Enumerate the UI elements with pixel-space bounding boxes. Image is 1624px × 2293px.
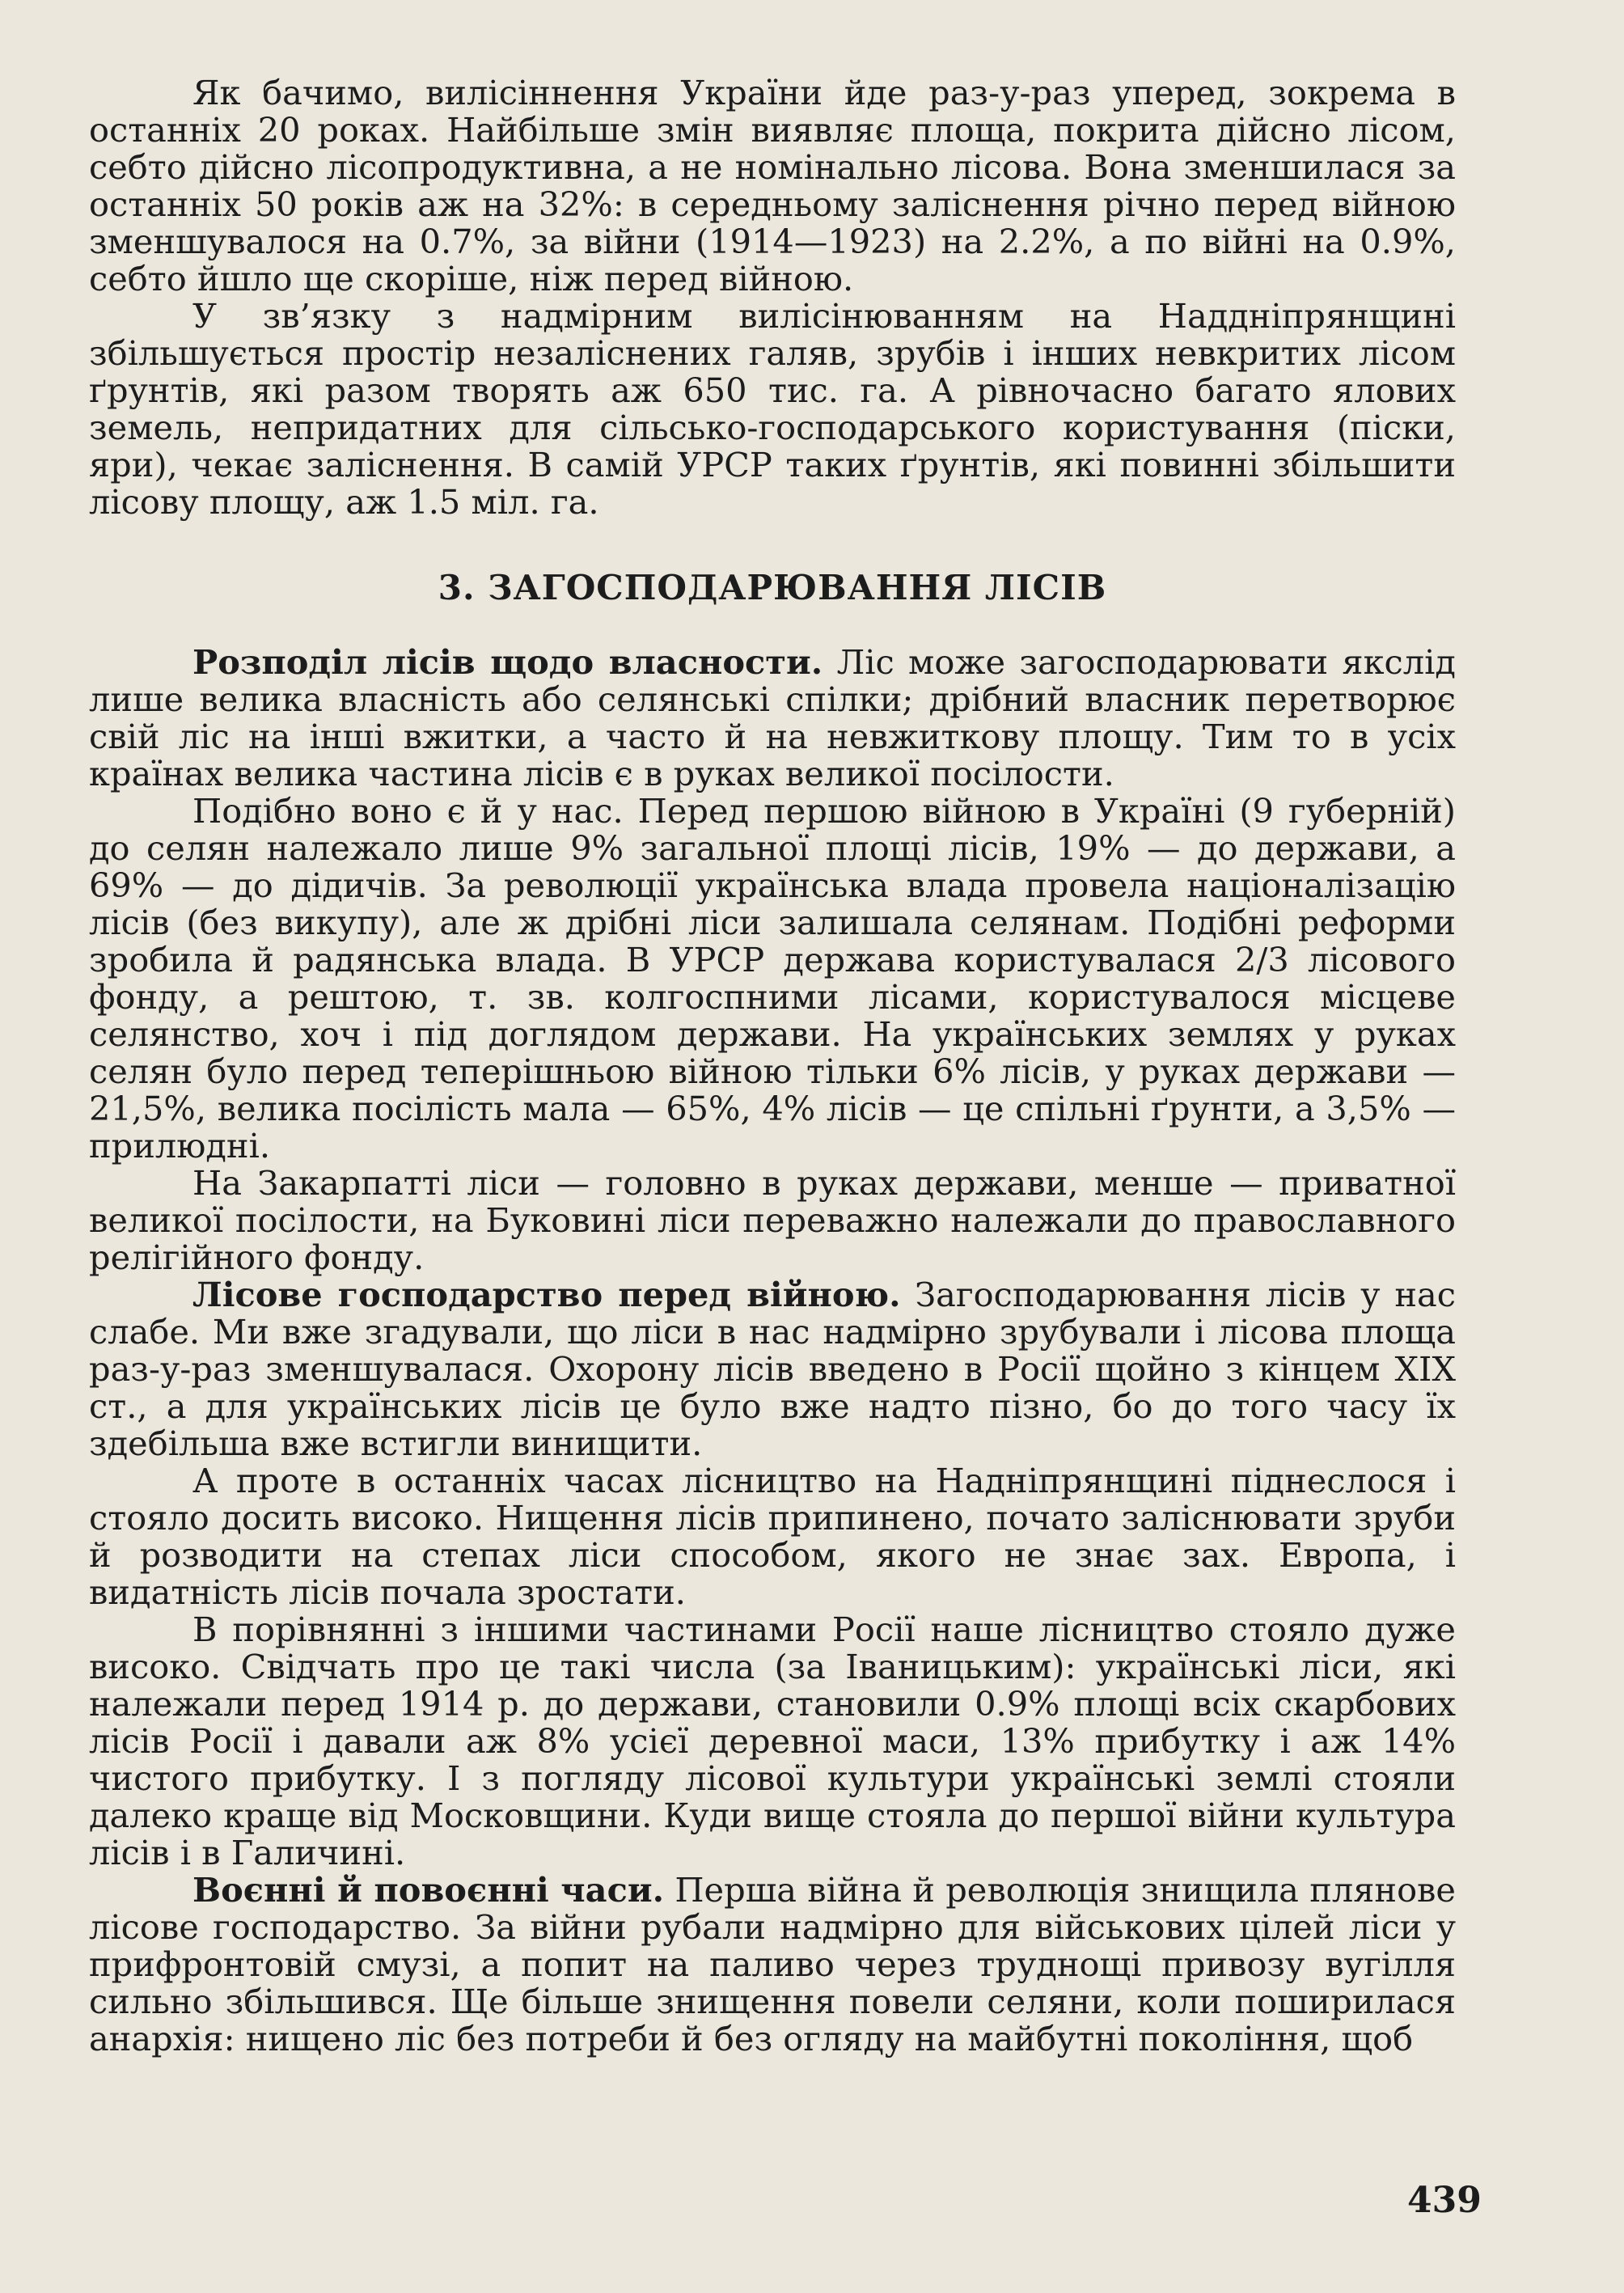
paragraph-reforestation: У зв’язку з надмірним вилісінюванням на Наддніпрянщині збільшується простір незаліснених галяв, зрубів і інших невкритих лісом ґрунтів, які разом творять аж 650 тис. га. А рівночасно багато ялових земель, непридатних для сільсько-господарського користування (піски, яри), чекає заліснення. В самій УРСР таких ґрунтів, які повинні збільшити лісову площу, аж 1.5 міл. га. <box>89 296 1456 522</box>
page-body <box>89 74 1456 2058</box>
paragraph-prewar-title: Лісове господарство перед війною. <box>192 1275 901 1314</box>
paragraph-ownership-shares: Подібно воно є й у нас. Перед першою війною в Україні (9 губерній) до селян належало лише 9% загальної площі лісів, 19% — до держави, а 69% — до дідичів. За революції українська влада провела націоналізацію лісів (без викупу), але ж дрібні ліси залишала селянам. Подібні реформи зробила й радянська влада. В УРСР держава користувалася 2/3 лісового фонду, а рештою, т. зв. колгоспними лісами, користувалося місцеве селянство, хоч і під доглядом держави. На українських землях у руках селян було перед теперішньою війною тільки 6% лісів, у руках держави — 21,5%, велика посілість мала — 65%, 4% лісів — це спільні ґрунти, а 3,5% — прилюдні. <box>89 791 1456 1166</box>
section-heading: 3. ЗАГОСПОДАРЮВАННЯ ЛІСІВ <box>438 568 1107 607</box>
paragraph-ownership-title: Розподіл лісів щодо власности. <box>192 642 823 682</box>
paragraph-intro: Як бачимо, вилісіннення України йде раз-у-раз уперед, зокрема в останніх 20 роках. Найбільше змін виявляє площа, покрита дійсно лісом, себто дійсно лісопродуктивна, а не номінально лісова. Вона зменшилася за останніх 50 років аж на 32%: в середньому заліснення річно перед війною зменшувалося на 0.7%, за війни (1914—1923) на 2.2%, а по війні на 0.9%, себто йшло ще скоріше, ніж перед війною. <box>89 73 1456 298</box>
paragraph-prewar-forestry <box>89 1276 1456 1462</box>
paragraph-comparison: В порівнянні з іншими частинами Росії наше лісництво стояло дуже високо. Свідчать про це такі числа (за Іваницьким): українські ліси, які належали перед 1914 р. до держави, становили 0.9% площі всіх скарбових лісів Росії і давали аж 8% усієї деревної маси, 13% прибутку і аж 14% чистого прибутку. І з погляду лісової культури українські землі стояли далеко краще від Московщини. Куди вище стояла до першої війни культура лісів і в Галичині. <box>89 1610 1456 1872</box>
paragraph-prewar-text: Загосподарювання лісів у нас слабе. Ми вже згадували, що ліси в нас надмірно зрубували і лісова площа раз-у-раз зменшувалася. Охорону лісів введено в Росії щойно з кінцем XIX ст., а для українських лісів це було вже надто пізно, бо до того часу їх здебільша вже встигли винищити. <box>89 1275 1456 1463</box>
paragraph-ownership-text: Ліс може загосподарювати якслід лише велика власність або селянські спілки; дрібний власник перетворює свій ліс на інші вжитки, а часто й на невжиткову площу. Тим то в усіх країнах велика частина лісів є в руках великої посілости. <box>89 642 1456 793</box>
page-number: 439 <box>1407 2180 1482 2221</box>
paragraph-war-times <box>89 1872 1456 2058</box>
paragraph-war-text: Перша війна й революція знищила плянове лісове господарство. За війни рубали надмірно для військових цілей ліси у прифронтовій смузі, а попит на паливо через труднощі привозу вугілля сильно збільшився. Ще більше знищення повели селяни, коли поширилася анархія: нищено ліс без потреби й без огляду на майбутні покоління, щоб <box>89 1870 1456 2058</box>
paragraph-recent-forestry: А проте в останніх часах лісництво на Надніпрянщині піднеслося і стояло досить високо. Нищення лісів припинено, почато заліснювати зруби й розводити на степах ліси способом, якого не знає зах. Европа, і видатність лісів почала зростати. <box>89 1461 1456 1612</box>
paragraph-war-title: Воєнні й повоєнні часи. <box>192 1870 665 1910</box>
paragraph-transcarpathia: На Закарпатті ліси — головно в руках держави, менше — приватної великої посілости, на Буковині ліси переважно належали до православного релігійного фонду. <box>89 1163 1456 1277</box>
paragraph-ownership <box>89 644 1456 793</box>
